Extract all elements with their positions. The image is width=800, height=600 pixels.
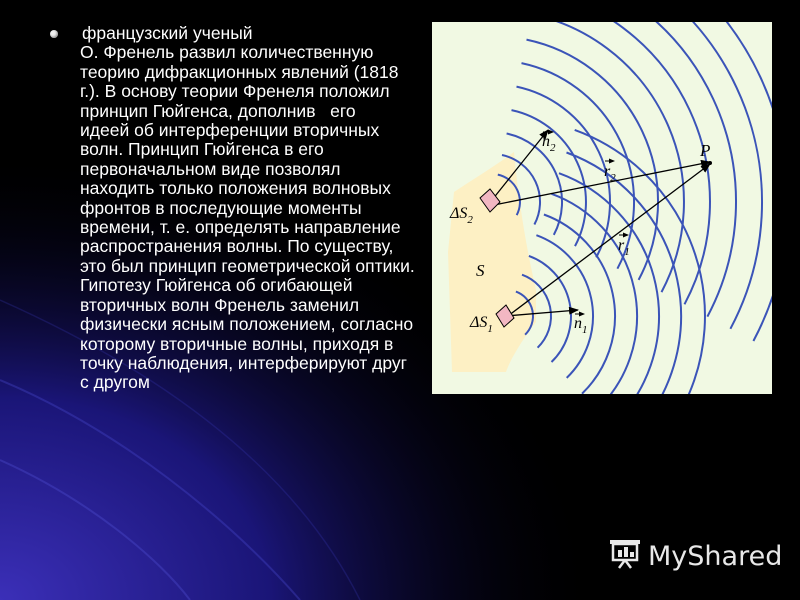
label-s: S (476, 261, 485, 280)
wavefronts (498, 22, 772, 394)
label-delta-s1: $\Delta S_1$ (470, 314, 493, 335)
projector-screen-icon (608, 536, 642, 577)
watermark-text: MyShared (648, 540, 783, 572)
text-block (48, 24, 418, 393)
wavefront-arc (554, 22, 773, 341)
point-p-dot (708, 161, 712, 165)
wavefront-arc (567, 153, 682, 395)
label-n2: $n_2$ (542, 133, 556, 154)
label-delta-s2: $\Delta S_2$ (450, 205, 473, 226)
wavefront-arc (575, 130, 705, 394)
label-p: P (700, 141, 711, 160)
label-n1: $n_1$ (574, 315, 588, 336)
label-r1: $r_1$ (618, 237, 630, 258)
bullet-icon (50, 30, 58, 38)
wavefront-arc (536, 235, 593, 378)
bullet-item (48, 24, 418, 43)
body-paragraph: О. Френель развил количественную теорию дифракционных явлений (1818 г.). В основу теории Френеля положил принцип Гюйгенса, дополнив его идеей об интерференции вторичных волн. Принцип Гюйгенса в его первоначальном виде позволял находить только положения волновых фронтов в последующие моменты времени, т. е. определять направление распространения волны. По существу, это был принцип геометрической оптики. Гипотезу Гюйгенса об огибающей вторичных волн Френель заменил физически ясным положением, согласно которому вторичные волны, приходя в точку наблюдения, интерферируют друг с другом (80, 42, 420, 393)
label-r2: $r_2$ (604, 163, 616, 184)
bullet-heading: французский ученый (82, 23, 253, 43)
fresnel-diagram (432, 22, 772, 394)
surface-s (448, 152, 536, 372)
watermark (608, 536, 782, 576)
wavefront-arc (537, 22, 710, 304)
wavefront-arc (532, 22, 684, 292)
wavefront-arc (527, 40, 659, 280)
